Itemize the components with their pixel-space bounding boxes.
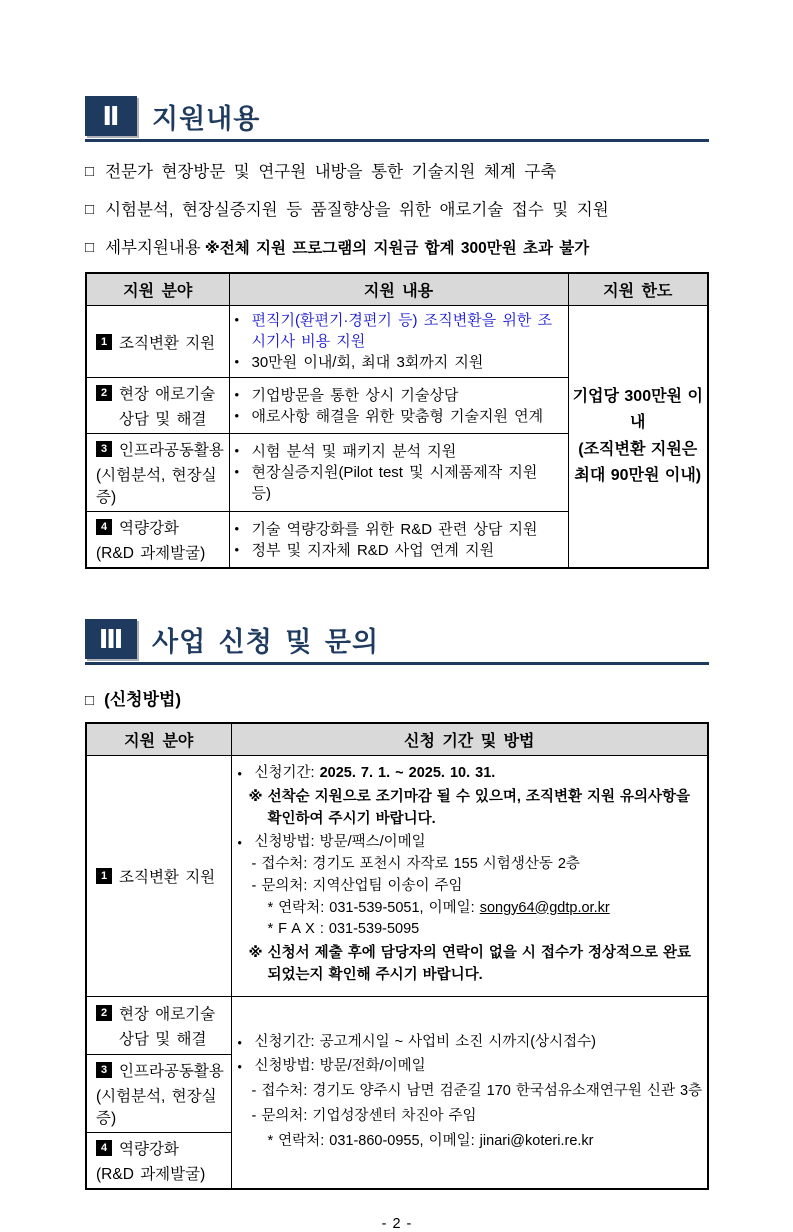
support-item: 현장실증지원(Pilot test 및 시제품제작 지원 등) bbox=[251, 464, 538, 502]
column-header-content: 지원 내용 bbox=[229, 273, 568, 306]
section-ii-title: 지원내용 bbox=[152, 103, 261, 134]
area-label-line2: (시험분석, 현장실증) bbox=[96, 467, 217, 506]
content-cell bbox=[229, 306, 568, 378]
application-period: • 신청기간: 공고게시일 ~ 사업비 소진 시까지(상시접수) bbox=[238, 1032, 704, 1054]
area-cell bbox=[86, 996, 231, 1054]
row-number-badge: 2 bbox=[96, 385, 112, 401]
support-item: 기술 역량강화를 위한 R&D 관련 상담 지원 bbox=[251, 520, 538, 538]
area-label: 현장 애로기술 bbox=[119, 386, 216, 403]
section-ii-badge: Ⅱ bbox=[85, 96, 137, 136]
bullet-icon: • bbox=[237, 767, 242, 781]
bullet-icon: • bbox=[237, 1060, 242, 1075]
list-item bbox=[85, 158, 709, 182]
area-cell bbox=[86, 378, 229, 434]
table-header-row bbox=[86, 273, 708, 306]
table-header-row bbox=[86, 723, 708, 756]
support-item: 애로사항 해결을 위한 맞춤형 기술지원 연계 bbox=[251, 407, 544, 425]
row-number-badge: 3 bbox=[96, 441, 112, 457]
bullet-text: 전문가 현장방문 및 연구원 내방을 통한 기술지원 체계 구축 bbox=[105, 163, 557, 181]
content-cell bbox=[229, 512, 568, 569]
area-cell bbox=[86, 1054, 231, 1132]
application-period: • 신청기간: 2025. 7. 1. ~ 2025. 10. 31. bbox=[238, 763, 704, 785]
subheading-text: (신청방법) bbox=[104, 690, 182, 709]
column-header-method: 신청 기간 및 방법 bbox=[231, 723, 708, 756]
receipt-address: - 접수처: 경기도 양주시 남면 검준길 170 한국섬유소재연구원 신관 3층 bbox=[251, 1083, 703, 1100]
support-item: 시험 분석 및 패키지 분석 지원 bbox=[251, 443, 457, 460]
bullet-text: 시험분석, 현장실증지원 등 품질향상을 위한 애로기술 접수 및 지원 bbox=[105, 201, 609, 219]
bullet-icon: • bbox=[234, 443, 240, 458]
application-detail-cell bbox=[231, 756, 708, 997]
area-label-line2: (시험분석, 현장실증) bbox=[96, 1087, 217, 1127]
area-label: 인프라공동활용 bbox=[119, 442, 224, 459]
area-label-line2: (R&D 과제발굴) bbox=[96, 545, 206, 562]
support-item: 기업방문을 통한 상시 기술상담 bbox=[251, 386, 459, 404]
bullet-icon: • bbox=[234, 386, 240, 402]
fax-number: * F A X : 031-539-5095 bbox=[267, 921, 420, 938]
area-label: 조직변환 지원 bbox=[119, 868, 216, 886]
content-cell bbox=[229, 378, 568, 434]
application-period-dates: 2025. 7. 1. ~ 2025. 10. 31. bbox=[319, 765, 496, 781]
bullet-icon: • bbox=[237, 836, 242, 851]
area-label: 역량강화 bbox=[119, 520, 179, 537]
limit-line: (조직변환 지원은 bbox=[578, 440, 698, 458]
content-cell bbox=[229, 434, 568, 512]
support-item: 30만원 이내/회, 최대 3회까지 지원 bbox=[251, 354, 484, 371]
bullet-text: 세부지원내용 ※전체 지원 프로그램의 지원금 합계 300만원 초과 불가 bbox=[105, 239, 590, 257]
limit-line: 최대 90만원 이내) bbox=[574, 466, 702, 484]
column-header-area: 지원 분야 bbox=[86, 273, 229, 306]
receipt-address: - 접수처: 경기도 포천시 자작로 155 시험생산동 2층 bbox=[251, 856, 580, 872]
section-iii-title: 사업 신청 및 문의 bbox=[152, 626, 380, 657]
contact-person: - 문의처: 지역산업팀 이송이 주임 bbox=[251, 877, 463, 894]
document-page bbox=[85, 0, 709, 1232]
bullet-icon: • bbox=[234, 464, 240, 479]
table-row bbox=[86, 306, 708, 378]
bullet-bold-note: ※전체 지원 프로그램의 지원금 합계 300만원 초과 불가 bbox=[204, 240, 590, 257]
application-method-heading bbox=[85, 685, 709, 710]
contact-person: - 문의처: 기업성장센터 차진아 주임 bbox=[251, 1107, 477, 1124]
checkbox-icon: □ bbox=[85, 239, 95, 256]
section-ii-header bbox=[85, 96, 709, 142]
area-label: 현장 애로기술 bbox=[119, 1005, 216, 1023]
area-cell bbox=[86, 512, 229, 569]
support-summary-list bbox=[85, 158, 709, 258]
row-number-badge: 1 bbox=[96, 868, 112, 884]
limit-line: 기업당 300만원 이내 bbox=[572, 387, 703, 432]
area-label-line2: 상담 및 해결 bbox=[119, 1030, 207, 1048]
bullet-icon: • bbox=[234, 354, 240, 369]
row-number-badge: 2 bbox=[96, 1005, 112, 1021]
section-iii-header bbox=[85, 619, 709, 665]
list-item bbox=[85, 234, 709, 258]
column-header-area: 지원 분야 bbox=[86, 723, 231, 756]
contact-phone: * 연락처: 031-860-0955, 이메일: jinari@koteri.re.kr bbox=[267, 1132, 594, 1149]
contact-phone: * 연락처: 031-539-5051, 이메일: songy64@gdtp.or.kr bbox=[267, 899, 610, 916]
application-method: • 신청방법: 방문/전화/이메일 bbox=[238, 1056, 704, 1078]
table-row bbox=[86, 756, 708, 997]
support-details-table bbox=[85, 272, 709, 569]
area-cell bbox=[86, 1132, 231, 1189]
support-item: 편직기(환편기·경편기 등) 조직변환을 위한 조시기사 비용 지원 bbox=[251, 312, 552, 350]
support-limit-cell bbox=[568, 306, 708, 569]
row-number-badge: 4 bbox=[96, 1140, 112, 1156]
area-label-line2: 상담 및 해결 bbox=[119, 411, 207, 428]
area-cell bbox=[86, 756, 231, 997]
bullet-icon: • bbox=[237, 1035, 242, 1050]
row-number-badge: 1 bbox=[96, 334, 112, 350]
page-number: - 2 - bbox=[381, 1215, 413, 1232]
bullet-icon: • bbox=[234, 312, 240, 327]
shared-application-detail-cell bbox=[231, 996, 708, 1189]
checkbox-icon: □ bbox=[85, 692, 95, 709]
bullet-icon: • bbox=[234, 520, 240, 536]
checkbox-icon: □ bbox=[85, 163, 95, 180]
checkbox-icon: □ bbox=[85, 201, 95, 218]
area-label-line2: (R&D 과제발굴) bbox=[96, 1165, 206, 1183]
submission-note: ※ 신청서 제출 후에 담당자의 연락이 없을 시 접수가 정상적으로 완료되었는지 확인해 주시기 바랍니다. bbox=[248, 945, 692, 983]
application-table bbox=[85, 722, 709, 1190]
area-label: 역량강화 bbox=[119, 1140, 179, 1158]
application-method: • 신청방법: 방문/팩스/이메일 bbox=[238, 832, 704, 854]
email-link[interactable]: songy64@gdtp.or.kr bbox=[479, 899, 610, 916]
area-label: 조직변환 지원 bbox=[119, 334, 216, 352]
area-cell bbox=[86, 434, 229, 512]
row-number-badge: 4 bbox=[96, 519, 112, 535]
bullet-icon: • bbox=[234, 407, 240, 423]
support-item: 정부 및 지자체 R&D 사업 연계 지원 bbox=[251, 541, 495, 559]
bullet-icon: • bbox=[234, 541, 240, 557]
column-header-limit: 지원 한도 bbox=[568, 273, 708, 306]
row-number-badge: 3 bbox=[96, 1062, 112, 1078]
first-come-note: ※ 선착순 지원으로 조기마감 될 수 있으며, 조직변환 지원 유의사항을 확인하여 주시기 바랍니다. bbox=[248, 788, 691, 827]
area-cell bbox=[86, 306, 229, 378]
area-label: 인프라공동활용 bbox=[119, 1062, 224, 1080]
table-row bbox=[86, 996, 708, 1054]
list-item bbox=[85, 196, 709, 220]
section-iii-badge: Ⅲ bbox=[85, 619, 137, 659]
